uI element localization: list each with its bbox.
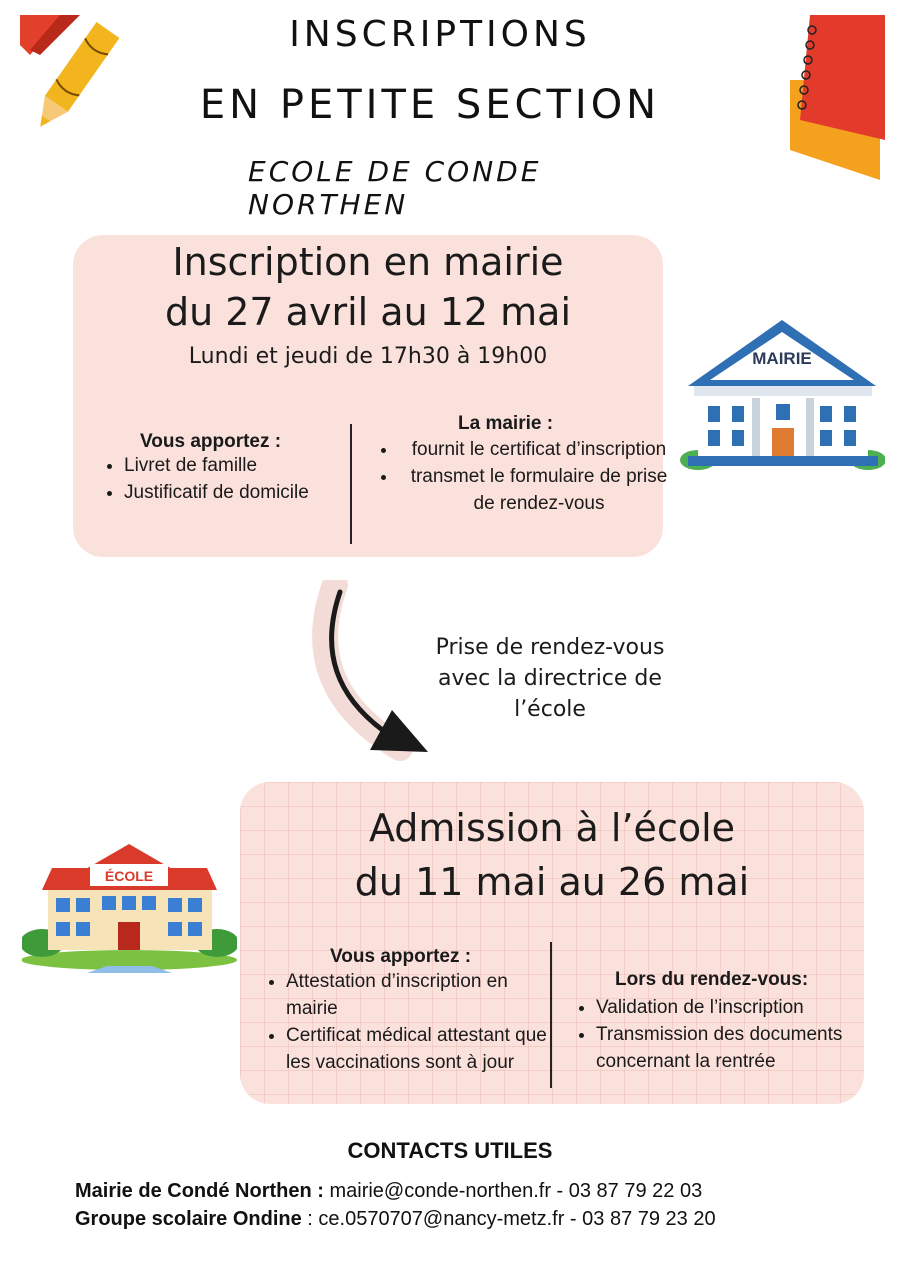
- transition-line-3: l’école: [514, 697, 586, 722]
- ecole-right-list: [576, 994, 886, 1075]
- mairie-right-list: [378, 436, 680, 517]
- list-item: • Livret de famille: [124, 452, 364, 479]
- divider: [350, 424, 352, 544]
- contact-row: [75, 1180, 702, 1203]
- mairie-left-heading: Vous apportez :: [140, 431, 282, 452]
- mairie-left-list: [104, 452, 364, 506]
- ecole-right-heading: Lors du rendez-vous:: [615, 969, 809, 990]
- ecole-building-icon: [22, 838, 237, 973]
- transition-line-1: Prise de rendez-vous: [435, 635, 665, 660]
- list-item: • Transmission des documents concernant la rentrée: [596, 1021, 886, 1075]
- contact-phone[interactable]: - 03 87 79 23 20: [564, 1208, 716, 1230]
- mairie-dates: du 27 avril au 12 mai: [164, 290, 572, 334]
- contact-name: Mairie de Condé Northen :: [75, 1180, 324, 1202]
- ecole-left-list: [266, 968, 556, 1076]
- transition-text: [405, 632, 695, 725]
- list-item: • Attestation d’inscription en mairie: [286, 968, 556, 1022]
- list-item: • fournit le certificat d’inscription: [398, 436, 680, 463]
- mairie-hours: Lundi et jeudi de 17h30 à 19h00: [188, 344, 548, 369]
- mairie-sign: MAIRIE: [752, 349, 812, 368]
- ecole-left-heading: Vous apportez :: [330, 946, 472, 967]
- list-item: • Certificat médical attestant que les vaccinations sont à jour: [286, 1022, 556, 1076]
- header-line-1: INSCRIPTIONS: [289, 14, 591, 55]
- contact-email[interactable]: mairie@conde-northen.fr: [323, 1180, 551, 1202]
- contacts-heading: CONTACTS UTILES: [347, 1138, 553, 1163]
- mairie-building-icon: [680, 318, 885, 473]
- mairie-right-heading: La mairie :: [458, 413, 554, 434]
- divider: [550, 942, 552, 1088]
- list-item: • Justificatif de domicile: [124, 479, 364, 506]
- contact-row: [75, 1208, 716, 1231]
- header-line-2: EN PETITE SECTION: [199, 82, 661, 128]
- contact-email[interactable]: : ce.0570707@nancy-metz.fr: [301, 1208, 565, 1230]
- list-item: • Validation de l’inscription: [596, 994, 886, 1021]
- transition-line-2: avec la directrice de: [438, 666, 662, 691]
- school-name: ECOLE DE CONDE NORTHEN: [248, 155, 542, 221]
- ecole-dates: du 11 mai au 26 mai: [354, 860, 750, 904]
- ecole-title: Admission à l’école: [368, 806, 736, 850]
- mairie-title: Inscription en mairie: [172, 240, 564, 284]
- ecole-sign: ÉCOLE: [104, 868, 154, 884]
- contact-phone[interactable]: - 03 87 79 22 03: [550, 1180, 703, 1202]
- contact-name: Groupe scolaire Ondine: [75, 1208, 302, 1230]
- list-item: • transmet le formulaire de prise de rendez-vous: [398, 463, 680, 517]
